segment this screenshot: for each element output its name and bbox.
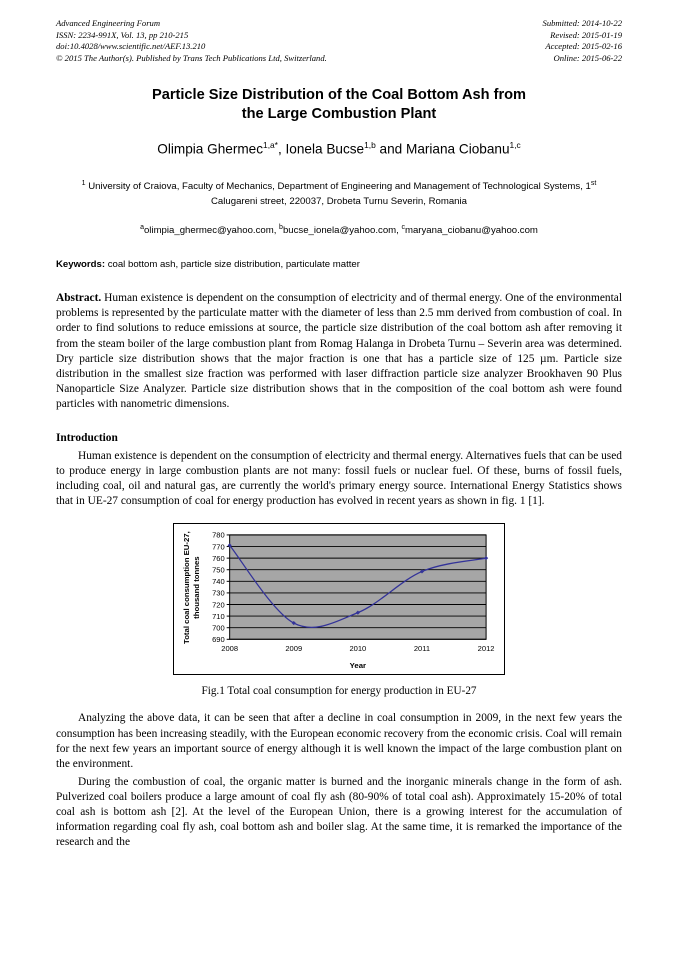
chart-y-axis-title-line-2: thousand tonnes [191,556,201,620]
chart-y-tick-label: 710 [212,612,225,622]
chart-x-axis-title: Year [349,661,367,671]
author-sep-2: and [375,141,406,157]
body-paragraph-3: During the combustion of coal, the organic matter is burned and the inorganic minerals change in the form of ash. Pulverized coal boilers produce a large amount of coal fly ash (80-90% of total coal ash). Approximately 15-20% of total coal ash is bottom ash [2]. At the level of the European Union, there is a growing interest for the accumulation of information regarding coal fly ash, coal bottom ash and boiler slag. At the same time, it is remarked the importance of the research and the [56,775,622,849]
title-line-1: Particle Size Distribution of the Coal Bottom Ash from [151,87,527,104]
chart-y-tick-label: 700 [212,623,225,633]
section-heading-introduction: Introduction [56,432,118,445]
chart-y-tick-label: 760 [212,554,225,564]
journal-header-left [56,18,327,64]
intro-paragraph-1: Human existence is dependent on the consumption of electricity and thermal energy. Alternatives fuels that can be used to produce energy in large combustion plants are not many: fossil fuels or nuclear fuel. Of these, burns of fossil fuels, including coal, oil and natural gas, are currently the world's primary energy source. International Energy Statistics shows that in UE-27 consumption of coal for energy production has evolved in recent years as shown in fig. 1 [1]. [56,450,622,508]
chart-container [173,523,505,675]
affiliation [56,177,622,209]
keywords [56,258,622,272]
chart-x-axis-ticks [221,645,494,654]
email-c[interactable]: maryana_ciobanu@yahoo.com [404,225,538,237]
author-2-affil-marker: 1,b [364,140,376,151]
date-revised: Revised: 2015-01-19 [550,29,622,40]
chart-y-tick-label: 770 [212,542,225,552]
figure-1-caption: Fig.1 Total coal consumption for energy production in EU-27 [201,685,477,698]
date-accepted: Accepted: 2015-02-16 [545,41,622,52]
journal-doi: doi:10.4028/www.scientific.net/AEF.13.210 [56,41,206,52]
journal-name: Advanced Engineering Forum [56,18,161,28]
author-1-name: Olimpia Ghermec [157,141,264,157]
email-a-marker: a [140,224,144,232]
email-b-marker: b [279,224,283,232]
author-2-name: Ionela Bucse [285,141,365,157]
chart-x-tick-label: 2008 [221,644,239,654]
keywords-value: coal bottom ash, particle size distribution, particulate matter [105,259,360,271]
chart-y-tick-label: 720 [212,600,225,610]
author-3-affil-marker: 1,c [509,140,521,151]
email-b[interactable]: bucse_ionela@yahoo.com, [282,225,402,237]
journal-copyright: © 2015 The Author(s). Published by Trans Tech Publications Ltd, Switzerland. [56,52,327,63]
affiliation-ordinal-suffix: st [590,179,597,187]
journal-header [56,18,622,64]
chart-x-tick-label: 2011 [413,644,431,654]
affiliation-text-part-1: University of Craiova, Faculty of Mechanics, Department of Engineering and Management of Technological Systems, 1 [85,181,591,193]
keywords-label: Keywords: [56,259,106,271]
title-line-2: the Large Combustion Plant [241,106,437,123]
abstract [56,291,622,412]
author-3-name: Mariana Ciobanu [406,141,510,157]
figure-1 [56,523,622,698]
author-list [56,136,622,159]
chart-y-tick-label: 740 [212,577,225,587]
chart-y-tick-label: 780 [212,531,225,541]
journal-issn: ISSN: 2234-991X, Vol. 13, pp 210-215 [56,29,189,40]
affiliation-text-part-2: Calugareni street, 220037, Drobeta Turnu Severin, Romania [211,195,467,207]
affiliation-marker: 1 [81,179,86,187]
chart-x-tick-label: 2010 [349,644,367,654]
chart-y-axis-ticks [212,531,230,644]
page-content [56,18,622,850]
author-sep-1: , [277,141,286,157]
chart-x-tick-label: 2012 [477,644,495,654]
email-c-marker: c [401,224,405,232]
journal-header-right [543,18,622,64]
chart-y-axis-title-line-1: Total coal consumption EU-27, [181,531,191,645]
date-online: Online: 2015-06-22 [553,52,622,63]
chart-y-tick-label: 690 [212,635,225,645]
author-emails [56,221,622,238]
body-paragraph-2: Analyzing the above data, it can be seen that after a decline in coal consumption in 2009, in the next few years the consumption has been increasing steadily, with the European economic recovery from the economic crisis. Coal will remain for the next few years an important source of energy although it is well known the impact of the large combustion plant on the environment. [56,712,622,770]
chart-plot-area [230,535,486,639]
author-1-affil-marker: 1,a* [263,140,278,151]
chart-y-tick-label: 730 [212,589,225,599]
page-title [56,86,622,124]
chart-y-tick-label: 750 [212,565,225,575]
line-chart [174,524,504,675]
date-submitted: Submitted: 2014-10-22 [542,18,622,28]
abstract-text: Human existence is dependent on the consumption of electricity and of thermal energy. One of the environmental problems is represented by the particulate matter with the diameter of less than 2.5 mm derived from combustion of coal. In order to find solutions to reduce emissions at source, the particle size distribution of the coal bottom ash after removing it from the steam boiler of the large combustion plant from Romag Halanga in Drobeta Turnu – Severin area was determined. Dry particle size distribution shows that the major fraction is one that has a particle size of 125 µm. Particle size distribution in the smallest size fraction was performed with laser diffraction particle size analyzer Brookhaven 90 Plus Nanoparticle Size Analyzer. Particle size distribution shows that in the composition of the coal bottom ash were found particles with nanometric dimensions. [56,292,622,410]
email-a[interactable]: olimpia_ghermec@yahoo.com, [143,225,280,237]
chart-x-tick-label: 2009 [285,644,303,654]
abstract-label: Abstract. [56,292,102,305]
